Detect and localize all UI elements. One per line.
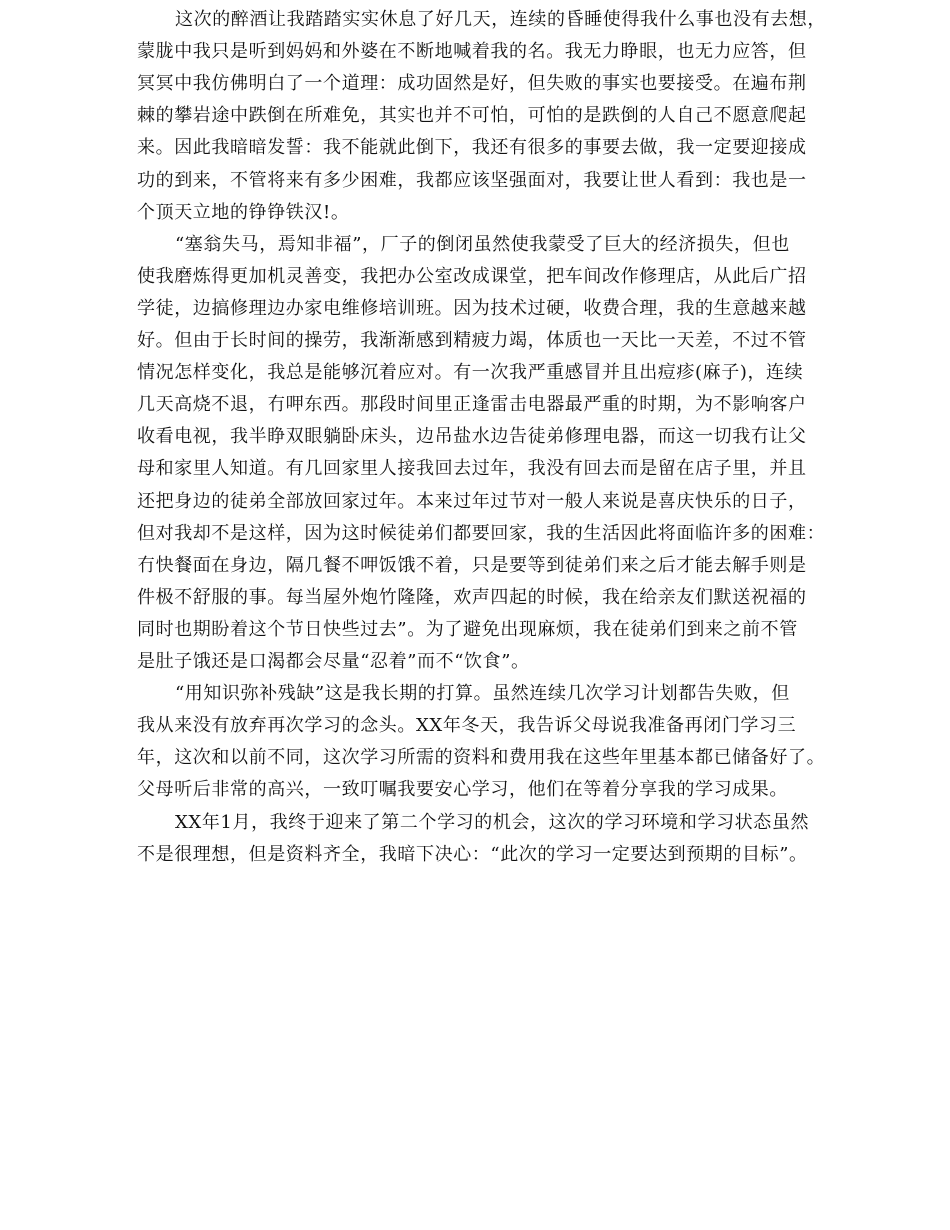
text-line: 冇快餐面在身边，隔几餐不呷饭饿不着，只是要等到徒弟们来之后才能去解手则是 xyxy=(137,554,807,576)
text-line: 几天高烧不退，冇呷东西。那段时间里正逢雷击电器最严重的时期，为不影响客户 xyxy=(137,394,807,416)
text-line: 来。因此我暗暗发誓：我不能就此倒下，我还有很多的事要去做，我一定要迎接成 xyxy=(137,137,807,159)
text-line: “塞翁失马，焉知非福”，厂子的倒闭虽然使我蒙受了巨大的经济损失，但也 xyxy=(175,233,790,255)
text-line: “用知识弥补残缺”这是我长期的打算。虽然连续几次学习计划都告失败，但 xyxy=(175,683,790,705)
text-line: 学徒，边搞修理边办家电维修培训班。因为技术过硬，收费合理，我的生意越来越 xyxy=(137,297,807,319)
text-line: XX年1月，我终于迎来了第二个学习的机会，这次的学习环境和学习状态虽然 xyxy=(175,811,810,833)
text-line: 还把身边的徒弟全部放回家过年。本来过年过节对一般人来说是喜庆快乐的日子， xyxy=(137,490,807,512)
text-line: 蒙胧中我只是听到妈妈和外婆在不断地喊着我的名。我无力睁眼，也无力应答，但 xyxy=(137,41,807,63)
text-line: 功的到来，不管将来有多少困难，我都应该坚强面对，我要让世人看到：我也是一 xyxy=(137,169,807,191)
text-line: 我从来没有放弃再次学习的念头。XX年冬天，我告诉父母说我准备再闭门学习三 xyxy=(137,715,797,737)
text-line: 母和家里人知道。有几回家里人接我回去过年，我没有回去而是留在店子里，并且 xyxy=(137,458,807,480)
text-line: 个顶天立地的铮铮铁汉!。 xyxy=(137,201,350,223)
text-line: 收看电视，我半睁双眼躺卧床头，边吊盐水边告徒弟修理电器，而这一切我冇让父 xyxy=(137,426,807,448)
text-line: 是肚子饿还是口渴都会尽量“忍着”而不“饮食”。 xyxy=(137,651,530,672)
text-line: 件极不舒服的事。每当屋外炮竹隆隆，欢声四起的时候，我在给亲友们默送祝福的 xyxy=(137,586,807,608)
text-line: 但对我却不是这样，因为这时候徒弟们都要回家，我的生活因此将面临许多的困难： xyxy=(137,522,826,544)
text-line: 父母听后非常的高兴，一致叮嘱我要安心学习，他们在等着分享我的学习成果。 xyxy=(137,779,788,801)
text-line: 冥冥中我仿佛明白了一个道理：成功固然是好，但失败的事实也要接受。在遍布荆 xyxy=(137,73,807,95)
text-line: 年，这次和以前不同，这次学习所需的资料和费用我在这些年里基本都已储备好了。 xyxy=(137,747,826,769)
text-line: 同时也期盼着这个节日快些过去”。为了避免出现麻烦，我在徒弟们到来之前不管 xyxy=(137,618,798,640)
text-line: 使我磨炼得更加机灵善变，我把办公室改成课堂，把车间改作修理店，从此后广招 xyxy=(137,265,807,287)
text-line: 这次的醉酒让我踏踏实实休息了好几天，连续的昏睡使得我什么事也没有去想， xyxy=(175,9,826,30)
text-line: 情况怎样变化，我总是能够沉着应对。有一次我严重感冒并且出痘疹(麻子)，连续 xyxy=(137,362,804,384)
text-line: 不是很理想，但是资料齐全，我暗下决心：“此次的学习一定要达到预期的目标”。 xyxy=(137,843,808,865)
text-line: 好。但由于长时间的操劳，我渐渐感到精疲力竭，体质也一天比一天差，不过不管 xyxy=(137,330,807,351)
text-line: 棘的攀岩途中跌倒在所难免，其实也并不可怕，可怕的是跌倒的人自己不愿意爬起 xyxy=(137,105,807,127)
